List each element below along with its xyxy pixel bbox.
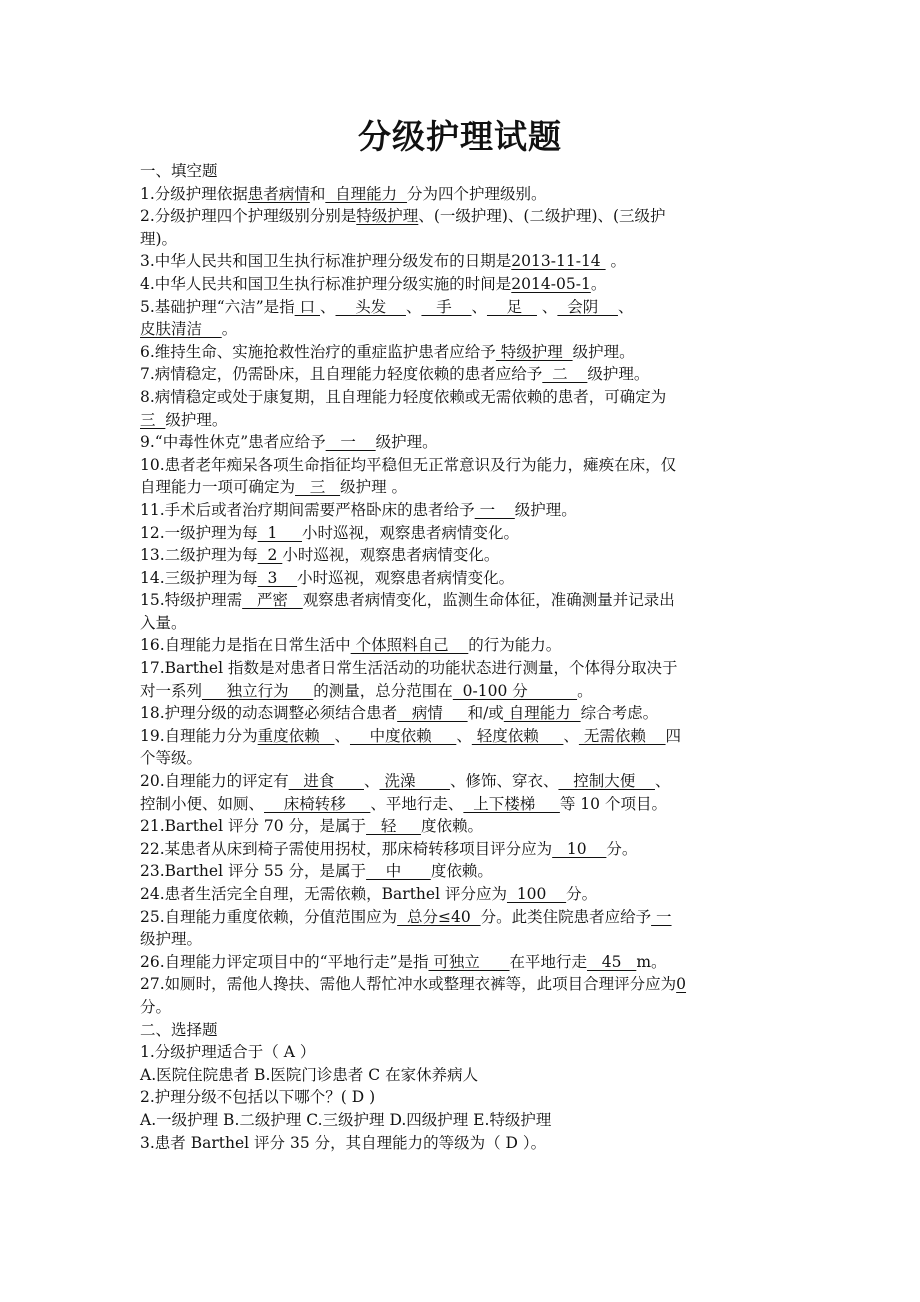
question-text: 20.自理能力的评定有 — [140, 772, 289, 791]
text-line — [140, 160, 785, 183]
answer-blank: 上下楼梯 — [463, 794, 560, 813]
question-text: 度依赖。 — [430, 862, 493, 881]
answer-blank: 中度依赖 — [349, 726, 457, 745]
question-text: 等 10 个项目。 — [559, 794, 667, 813]
text-line — [140, 454, 785, 477]
text-line — [140, 228, 785, 251]
question-text: 分。 — [566, 885, 598, 903]
question-text: 级护理 。 — [340, 478, 408, 497]
text-line — [140, 1109, 785, 1132]
answer-blank: 床椅转移 — [264, 794, 371, 813]
text-line — [140, 589, 785, 612]
text-line — [140, 657, 785, 680]
text-line — [140, 680, 785, 703]
question-text: 、 — [654, 772, 671, 791]
question-text: 、 — [320, 297, 336, 316]
answer-blank: 总分≤40 — [397, 907, 481, 926]
answer-blank: 一 — [651, 907, 672, 926]
answer-blank: 轻 — [366, 817, 421, 836]
question-text: 级护理。 — [165, 410, 228, 429]
question-text: 18.护理分级的动态调整必须结合患者 — [140, 704, 398, 723]
question-text: 9.“中毒性休克”患者应给予 — [140, 433, 326, 452]
text-line — [140, 567, 785, 590]
text-line — [140, 815, 785, 838]
question-text: 级护理。 — [514, 500, 577, 519]
text-line — [140, 951, 785, 974]
answer-blank: 0-100 分 — [452, 681, 578, 700]
text-line — [140, 793, 785, 816]
answer-blank: 轻度依赖 — [471, 726, 564, 745]
question-text: 小时巡视，观察患者病情变化。 — [297, 568, 515, 587]
answer-blank: 10 — [552, 839, 607, 858]
text-line — [140, 363, 785, 386]
question-text: 控制小便、如厕、 — [140, 794, 265, 813]
question-text: 、(一级护理)、(二级护理)、(三级护 — [418, 207, 666, 226]
answer-blank: 二 — [542, 365, 588, 384]
text-line — [140, 634, 785, 657]
question-text: 8.病情稳定或处于康复期，且自理能力轻度依赖或无需依赖的患者，可确定为 — [140, 387, 667, 406]
text-line — [140, 476, 785, 499]
question-text: 级护理。 — [587, 365, 650, 384]
question-text: 10.患者老年痴呆各项生命指征均平稳但无正常意识及行为能力，瘫痪在床，仅 — [140, 455, 677, 474]
text-line — [140, 183, 785, 206]
question-text: A.医院住院患者 B.医院门诊患者 C 在家休养病人 — [140, 1065, 479, 1084]
question-text: 和/或 — [467, 704, 504, 723]
text-line — [140, 747, 785, 770]
text-line — [140, 431, 785, 454]
text-line — [140, 1041, 785, 1064]
text-line — [140, 770, 785, 793]
answer-blank: 口 — [294, 297, 320, 316]
answer-blank: 自理能力 — [325, 184, 408, 203]
question-text: 19.自理能力分为 — [140, 726, 258, 745]
answer-blank: 头发 — [335, 297, 406, 316]
question-text: 1.分级护理适合于（ A ） — [140, 1043, 316, 1062]
answer-blank: 2 — [257, 546, 283, 565]
question-text: 11.手术后或者治疗期间需要严格卧床的患者给予 — [140, 500, 475, 519]
answer-blank: 三 — [295, 478, 341, 497]
question-text: 、修饰、穿衣、 — [449, 772, 559, 791]
question-text: 6.维持生命、实施抢救性治疗的重症监护患者应给予 — [140, 342, 496, 361]
question-text: 对一系列 — [140, 681, 203, 700]
answer-blank: 病情 — [397, 704, 468, 723]
question-text: 、 — [471, 297, 487, 316]
answer-blank: 重度依赖 — [257, 726, 335, 745]
question-text: 1.分级护理依据 — [140, 184, 248, 203]
text-line — [140, 1086, 785, 1109]
question-text: A.一级护理 B.二级护理 C.三级护理 D.四级护理 E.特级护理 — [140, 1110, 552, 1129]
text-line — [140, 725, 785, 748]
question-text: 在平地行走 — [509, 952, 588, 971]
question-text: 25.自理能力重度依赖，分值范围应为 — [140, 907, 398, 926]
question-text: 13.二级护理为每 — [140, 546, 258, 565]
answer-blank: 一 — [474, 500, 515, 519]
question-body — [140, 160, 785, 1154]
answer-blank: 0 — [676, 975, 687, 994]
question-text: 。 — [605, 252, 627, 271]
text-line — [140, 409, 785, 432]
answer-blank: 三 — [140, 410, 166, 429]
question-text: 分。此类住院患者应给予 — [480, 907, 652, 926]
text-line — [140, 1064, 785, 1087]
question-text: 、 — [334, 726, 350, 745]
question-text: 分。 — [606, 839, 638, 858]
answer-blank: 独立行为 — [202, 681, 314, 700]
question-text: 个等级。 — [140, 749, 203, 768]
question-text: 14.三级护理为每 — [140, 568, 258, 587]
question-text: 观察患者病情变化，监测生命体征，准确测量并记录出 — [302, 591, 675, 610]
question-text: 一、填空题 — [140, 162, 218, 180]
answer-blank: 2014-05-1 — [511, 274, 591, 293]
question-text: 分为四个护理级别。 — [407, 184, 547, 203]
answer-blank: 可独立 — [428, 952, 510, 971]
text-line — [140, 702, 785, 725]
answer-blank: 1 — [257, 523, 303, 542]
answer-blank: 45 — [587, 952, 637, 971]
answer-blank: 进食 — [288, 772, 364, 791]
answer-blank: 控制大便 — [558, 772, 655, 791]
question-text: 5.基础护理“六洁”是指 — [140, 297, 295, 316]
question-text: 4.中华人民共和国卫生执行标准护理分级实施的时间是 — [140, 274, 512, 293]
question-text: 3.中华人民共和国卫生执行标准护理分级发布的日期是 — [140, 252, 512, 271]
answer-blank: 中 — [366, 862, 431, 881]
question-text: 17.Barthel 指数是对患者日常生活活动的功能状态进行测量，个体得分取决于 — [140, 659, 678, 678]
text-line — [140, 928, 785, 951]
question-text: 的测量，总分范围在 — [313, 681, 453, 700]
text-line — [140, 544, 785, 567]
question-text: 15.特级护理需 — [140, 591, 243, 610]
question-text: 12.一级护理为每 — [140, 523, 258, 542]
text-line — [140, 838, 785, 861]
question-text: 二、选择题 — [140, 1020, 218, 1039]
question-text: 16.自理能力是指在日常生活中 — [140, 636, 351, 655]
text-line — [140, 612, 785, 635]
question-text: 2.护理分级不包括以下哪个？( D ) — [140, 1088, 376, 1107]
question-text: 和 — [309, 184, 326, 203]
answer-blank: 100 — [506, 885, 567, 903]
question-text: 四 — [665, 726, 682, 745]
question-text: 、平地行走、 — [370, 794, 464, 813]
question-text: 、 — [536, 297, 558, 316]
text-line — [140, 522, 785, 545]
question-text: 自理能力一项可确定为 — [140, 478, 296, 497]
answer-blank: 会阴 — [557, 297, 618, 316]
question-text: 综合考虑。 — [580, 704, 659, 723]
text-line — [140, 386, 785, 409]
question-text: 级护理。 — [375, 433, 438, 452]
text-line — [140, 250, 785, 273]
question-text: 、 — [405, 297, 422, 316]
answer-blank: 患者病情 — [247, 184, 310, 203]
text-line — [140, 906, 785, 929]
answer-blank: 特级护理 — [495, 342, 573, 361]
text-line — [140, 860, 785, 883]
question-text: 理)。 — [140, 229, 178, 248]
answer-blank: 一 — [325, 433, 376, 452]
document-title: 分级护理试题 — [358, 117, 562, 156]
text-line — [140, 1019, 785, 1042]
text-line — [140, 341, 785, 364]
question-text: 23.Barthel 评分 55 分，是属于 — [140, 862, 367, 881]
answer-blank: 2013-11-14 — [511, 252, 606, 271]
question-text: 3.患者 Barthel 评分 35 分，其自理能力的等级为（ D ）。 — [140, 1133, 547, 1152]
text-line — [140, 318, 785, 341]
question-text: 分。 — [140, 997, 172, 1016]
answer-blank: 足 — [486, 297, 537, 316]
question-text: 、 — [617, 297, 634, 316]
question-text: 2.分级护理四个护理级别分别是 — [140, 207, 357, 226]
question-text: 26.自理能力评定项目中的“平地行走”是指 — [140, 952, 429, 971]
question-text: 。 — [221, 320, 238, 339]
question-text: 24.患者生活完全自理，无需依赖，Barthel 评分应为 — [140, 885, 507, 903]
answer-blank: 自理能力 — [503, 704, 581, 723]
question-text: 7.病情稳定，仍需卧床，且自理能力轻度依赖的患者应给予 — [140, 365, 543, 384]
text-line — [140, 273, 785, 296]
text-line — [140, 883, 785, 906]
question-text: 21.Barthel 评分 70 分，是属于 — [140, 817, 367, 836]
text-line — [140, 973, 785, 996]
question-text: m。 — [636, 952, 667, 971]
question-text: 、 — [563, 726, 579, 745]
answer-blank: 洗澡 — [379, 772, 450, 791]
answer-blank: 特级护理 — [356, 207, 419, 226]
question-text: 的行为能力。 — [468, 636, 562, 655]
question-text: 级护理。 — [572, 342, 635, 361]
answer-blank: 个体照料自己 — [350, 636, 469, 655]
question-text: 度依赖。 — [420, 817, 483, 836]
question-text: 。 — [590, 274, 607, 293]
text-line — [140, 499, 785, 522]
question-text: 22.某患者从床到椅子需使用拐杖，那床椅转移项目评分应为 — [140, 839, 553, 858]
answer-blank: 无需依赖 — [578, 726, 666, 745]
question-text: 小时巡视，观察患者病情变化。 — [302, 523, 520, 542]
text-line — [140, 996, 785, 1019]
question-text: 、 — [456, 726, 472, 745]
question-text: 小时巡视，观察患者病情变化。 — [282, 546, 500, 565]
question-text: 级护理。 — [140, 930, 203, 949]
text-line — [140, 296, 785, 319]
question-text: 。 — [577, 681, 593, 700]
answer-blank: 皮肤清洁 — [140, 320, 222, 339]
answer-blank: 3 — [257, 568, 298, 587]
text-line — [140, 205, 785, 228]
answer-blank: 严密 — [242, 591, 303, 610]
text-line — [140, 1132, 785, 1155]
question-text: 27.如厕时，需他人搀扶、需他人帮忙冲水或整理衣裤等，此项目合理评分应为 — [140, 975, 677, 994]
question-text: 入量。 — [140, 613, 187, 632]
question-text: 、 — [364, 772, 380, 791]
answer-blank: 手 — [421, 297, 472, 316]
